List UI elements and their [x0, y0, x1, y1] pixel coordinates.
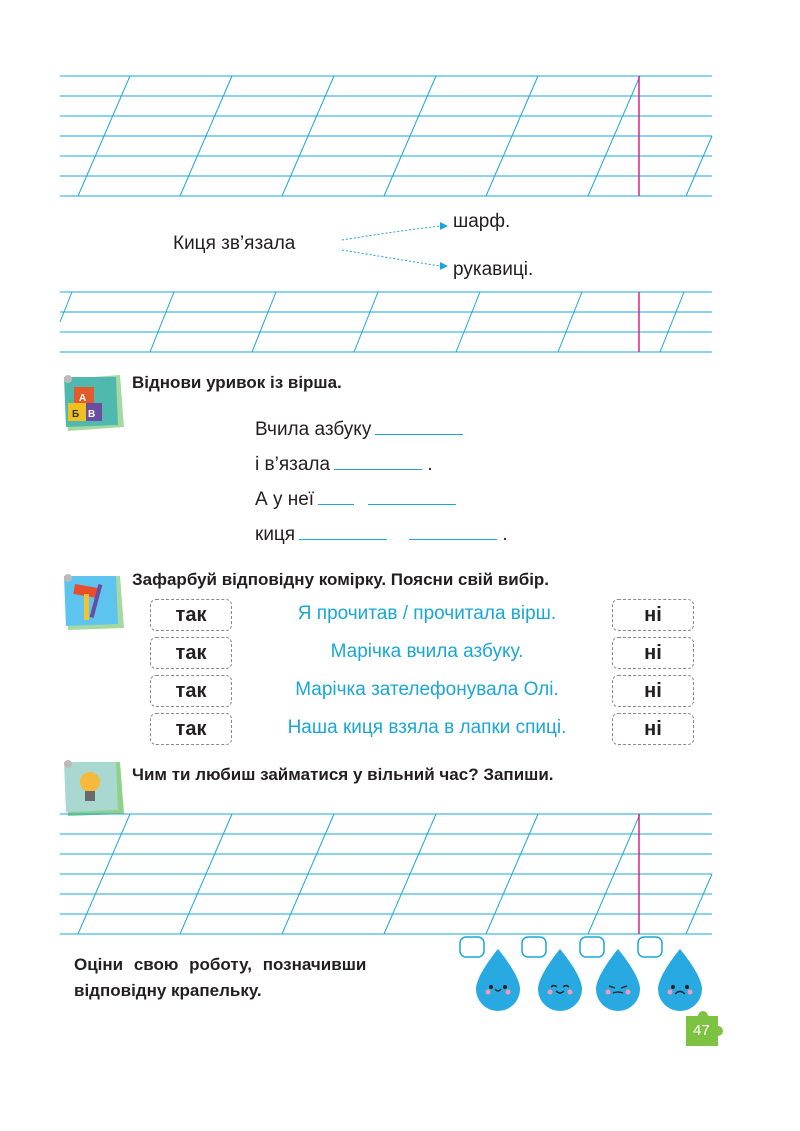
answer-blank[interactable] [318, 490, 354, 505]
drop-sad-icon[interactable] [638, 937, 702, 1011]
task1-instruction: Віднови уривок із вірша. [132, 373, 342, 392]
drop-neutral-icon[interactable] [580, 937, 640, 1011]
self-assessment-text1: Оціни свою роботу, позначивши [74, 955, 367, 974]
svg-text:А: А [79, 393, 87, 404]
self-assessment-line1 [74, 955, 366, 975]
yes-cell-2[interactable]: так [150, 637, 232, 669]
page-number: 47 [693, 1022, 710, 1039]
poem-line-2 [255, 454, 433, 476]
no-cell-2[interactable]: ні [612, 637, 694, 669]
svg-text:В: В [88, 409, 96, 420]
drop-smiling-icon[interactable] [522, 937, 582, 1011]
answer-blank[interactable] [334, 455, 422, 470]
poem-line-3 [255, 489, 456, 511]
statement-2: Марічка вчила азбуку. [330, 641, 524, 662]
lightbulb-icon [60, 758, 126, 818]
poem-line-1 [255, 419, 463, 441]
yes-cell-3[interactable]: так [150, 675, 232, 707]
sentence-option-mittens[interactable]: рукавиці. [453, 259, 534, 280]
writing-lines-bottom[interactable] [0, 810, 800, 940]
no-cell-3[interactable]: ні [612, 675, 694, 707]
writing-lines-middle[interactable] [0, 288, 800, 358]
writing-lines-top[interactable] [0, 70, 800, 200]
answer-blank[interactable] [409, 525, 497, 540]
poem-line-end: . [502, 524, 508, 545]
answer-blank[interactable] [375, 420, 463, 435]
self-assessment-line2: відповідну крапельку. [74, 981, 262, 1000]
statement-4: Наша киця взяла в лапки спиці. [287, 717, 567, 738]
drop-happy-icon[interactable] [460, 937, 520, 1011]
answer-blank[interactable] [299, 525, 387, 540]
poem-line-4 [255, 524, 508, 546]
no-cell-4[interactable]: ні [612, 713, 694, 745]
answer-blank[interactable] [368, 490, 456, 505]
poem-line-text: і в’язала [255, 454, 331, 475]
poem-line-text: киця [255, 524, 296, 545]
no-cell-1[interactable]: ні [612, 599, 694, 631]
poem-line-text: А у неї [255, 489, 315, 510]
statement-3: Марічка зателефонувала Олі. [295, 679, 559, 700]
choice-arrows [340, 218, 450, 273]
sentence-start: Киця зв’язала [173, 233, 296, 254]
yes-cell-1[interactable]: так [150, 599, 232, 631]
alphabet-blocks-icon [60, 373, 126, 433]
statement-1: Я прочитав / прочитала вірш. [297, 603, 557, 624]
sentence-option-scarf[interactable]: шарф. [453, 211, 511, 232]
drops-rating [450, 935, 710, 1015]
poem-line-text: Вчила азбуку [255, 419, 372, 440]
task3-instruction: Чим ти любиш займатися у вільний час? Запиши. [132, 765, 554, 784]
task2-instruction: Зафарбуй відповідну комірку. Поясни свій вибір. [132, 570, 550, 589]
poem-line-end: . [427, 454, 433, 475]
yes-cell-4[interactable]: так [150, 713, 232, 745]
svg-text:Б: Б [72, 409, 80, 420]
paint-brushes-icon [60, 572, 126, 632]
